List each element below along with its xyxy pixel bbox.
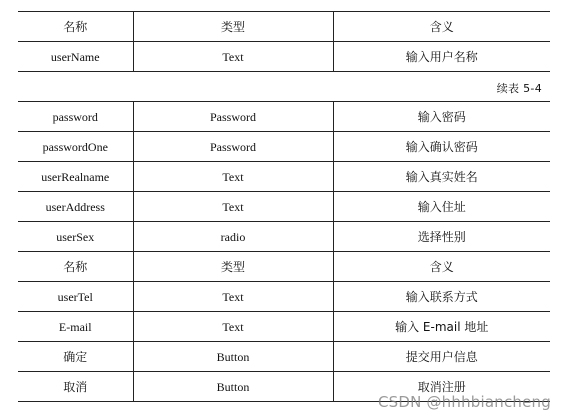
cell-field-meaning: 取消注册 [333,372,550,402]
cell-field-type: radio [133,222,333,252]
cell-field-name: passwordOne [18,132,133,162]
cell-field-meaning: 输入 E-mail 地址 [333,312,550,342]
field-table-top [18,11,550,72]
table-row [18,42,550,72]
cell-field-type: Button [133,372,333,402]
cell-field-name: password [18,102,133,132]
table-row [18,342,550,372]
table-row [18,282,550,312]
header-cell-name: 名称 [18,12,133,42]
cell-field-meaning: 输入住址 [333,192,550,222]
table-repeated-header-row [18,252,550,282]
header-cell-type: 类型 [133,12,333,42]
table-row [18,132,550,162]
table-row [18,102,550,132]
cell-field-name: userSex [18,222,133,252]
header-cell-meaning: 含义 [333,252,550,282]
cell-field-meaning: 输入真实姓名 [333,162,550,192]
cell-field-meaning: 输入密码 [333,102,550,132]
cell-field-type: Text [133,162,333,192]
header-cell-meaning: 含义 [333,12,550,42]
cell-field-meaning: 输入用户名称 [333,42,550,72]
cell-field-type: Text [133,282,333,312]
table-row [18,222,550,252]
table-row [18,312,550,342]
table-row [18,192,550,222]
cell-field-type: Button [133,342,333,372]
cell-field-type: Text [133,42,333,72]
continued-table-label: 续表 5-4 [496,82,542,95]
header-cell-type: 类型 [133,252,333,282]
cell-field-meaning: 提交用户信息 [333,342,550,372]
cell-field-meaning: 选择性别 [333,222,550,252]
cell-field-meaning: 输入联系方式 [333,282,550,312]
cell-field-type: Password [133,102,333,132]
cell-field-name: userAddress [18,192,133,222]
cell-field-type: Text [133,192,333,222]
cell-field-name: userName [18,42,133,72]
table-header-row [18,12,550,42]
cell-field-type: Text [133,312,333,342]
cell-field-name: E-mail [18,312,133,342]
field-table-bottom [18,101,550,402]
cell-field-name: userRealname [18,162,133,192]
table-row [18,162,550,192]
header-cell-name: 名称 [18,252,133,282]
cell-field-name: 确定 [18,342,133,372]
cell-field-name: userTel [18,282,133,312]
csdn-watermark: CSDN @hhhbiancheng [377,393,551,411]
cell-field-type: Password [133,132,333,162]
cell-field-meaning: 输入确认密码 [333,132,550,162]
cell-field-name: 取消 [18,372,133,402]
